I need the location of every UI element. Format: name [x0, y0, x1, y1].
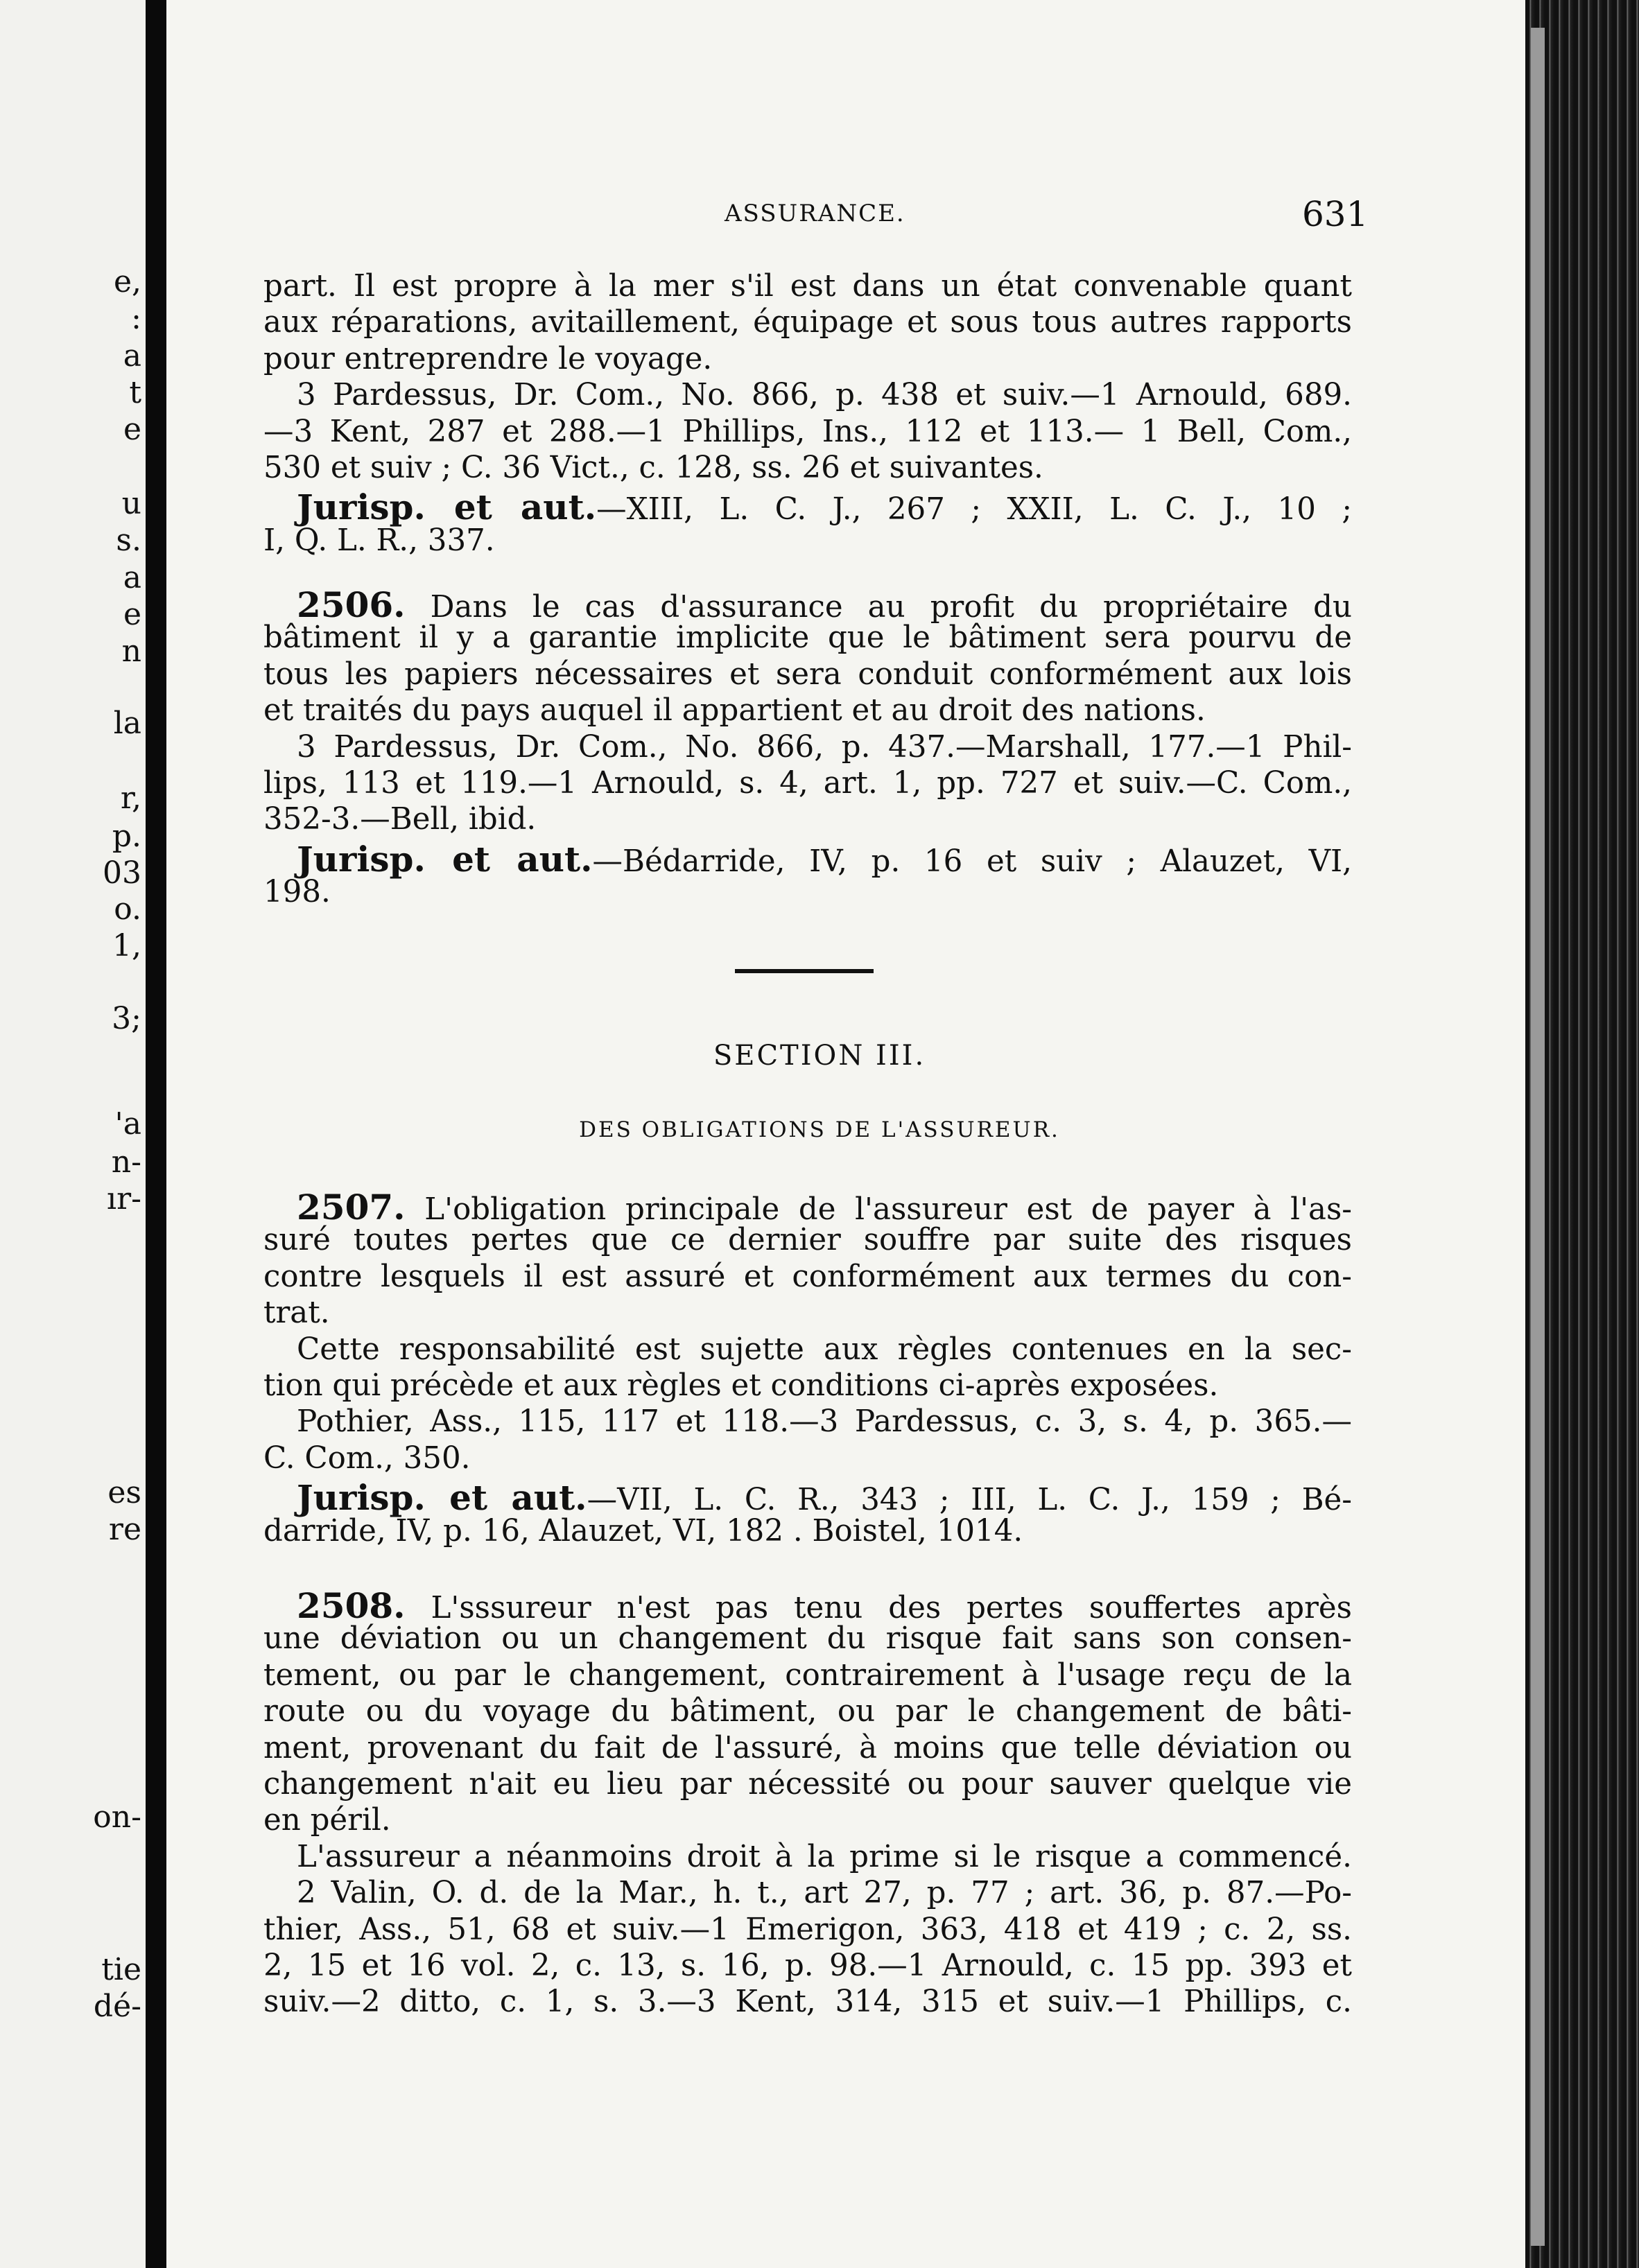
jurisprudence-line	[263, 487, 1353, 528]
jurisprudence-line	[263, 838, 1352, 880]
left-fragment: r,	[120, 780, 141, 816]
left-fragment: a	[123, 560, 141, 595]
article-2507	[263, 1187, 1352, 1550]
section-subtitle: DES OBLIGATIONS DE L'ASSUREUR.	[579, 1117, 1060, 1142]
left-fragment: e	[123, 597, 141, 632]
reference-line: Pothier, Ass., 115, 117 et 118.—3 Pardessus, c. 3, s. 4, p. 365.—	[297, 1404, 1352, 1440]
text-line: Cette responsabilité est sujette aux règles contenues en la sec-	[297, 1332, 1352, 1367]
reference-line: lips, 113 et 119.—1 Arnould, s. 4, art. 1, pp. 727 et suiv.—C. Com.,	[263, 765, 1352, 801]
text-line: trat.	[263, 1296, 330, 1331]
left-fragment: t	[129, 375, 141, 410]
jurisprudence-label: Jurisp. et aut.	[297, 487, 597, 528]
jurisprudence-label: Jurisp. et aut.	[297, 1477, 587, 1519]
jurisprudence-line: I, Q. L. R., 337.	[263, 523, 495, 558]
jurisprudence-line: 198.	[263, 875, 331, 910]
jurisprudence-text: —XIII, L. C. J., 267 ; XXII, L. C. J., 10 ;	[596, 492, 1353, 527]
jurisprudence-label: Jurisp. et aut.	[297, 838, 593, 880]
text-line: bâtiment il y a garantie implicite que le bâtiment sera pourvu de	[263, 620, 1352, 656]
left-fragment: tie	[101, 1952, 141, 1987]
text-line: L'assureur a néanmoins droit à la prime si le risque a commencé.	[297, 1839, 1352, 1874]
left-fragment: e	[123, 412, 141, 447]
left-fragment: re	[108, 1512, 141, 1547]
left-fragment: es	[107, 1475, 141, 1510]
reference-line: thier, Ass., 51, 68 et suiv.—1 Emerigon, 363, 418 et 419 ; c. 2, ss.	[263, 1912, 1352, 1947]
text-line: route ou du voyage du bâtiment, ou par le changement de bâti-	[263, 1694, 1352, 1729]
article-text: L'sssureur n'est pas tenu des pertes souffertes après	[431, 1591, 1352, 1625]
text-line: suré toutes pertes que ce dernier souffre par suite des risques	[263, 1223, 1352, 1258]
page-number: 631	[1302, 194, 1369, 234]
left-fragment: :	[131, 301, 141, 336]
left-fragment: n	[121, 634, 141, 669]
reference-line: 2 Valin, O. d. de la Mar., h. t., art 27, p. 77 ; art. 36, p. 87.—Po-	[297, 1876, 1352, 1911]
left-fragment: e,	[113, 264, 141, 299]
article-text: L'obligation principale de l'assureur est de payer à l'as-	[424, 1192, 1352, 1227]
reference-line: —3 Kent, 287 et 288.—1 Phillips, Ins., 112 et 113.— 1 Bell, Com.,	[263, 414, 1352, 449]
article-number: 2507.	[297, 1187, 406, 1228]
text-line: part. Il est propre à la mer s'il est dans un état convenable quant	[263, 269, 1352, 304]
left-fragment: s.	[116, 523, 141, 558]
text-line: et traités du pays auquel il appartient et au droit des nations.	[263, 693, 1206, 729]
left-fragment: o.	[114, 891, 141, 927]
jurisprudence-text: —VII, L. C. R., 343 ; III, L. C. J., 159 ; Bé-	[587, 1483, 1352, 1518]
section-divider	[735, 969, 874, 973]
article-2508	[263, 1585, 1352, 2021]
reference-line: 2, 15 et 16 vol. 2, c. 13, s. 16, p. 98.—1 Arnould, c. 15 pp. 393 et	[263, 1948, 1352, 1983]
section-title: SECTION III.	[713, 1040, 926, 1072]
left-fragment: ır-	[107, 1181, 141, 1216]
reference-line: 3 Pardessus, Dr. Com., No. 866, p. 437.—Marshall, 177.—1 Phil-	[297, 729, 1352, 765]
text-line: contre lesquels il est assuré et conformément aux termes du con-	[263, 1259, 1352, 1294]
reference-line: suiv.—2 ditto, c. 1, s. 3.—3 Kent, 314, 315 et suiv.—1 Phillips, c.	[263, 1984, 1352, 2020]
jurisprudence-text: —Bédarride, IV, p. 16 et suiv ; Alauzet, VI,	[592, 844, 1352, 879]
text-line: aux réparations, avitaillement, équipage et sous tous autres rapports	[263, 305, 1352, 340]
text-line: tous les papiers nécessaires et sera conduit conformément aux lois	[263, 656, 1352, 692]
left-fragment: 03	[103, 855, 141, 891]
text-line	[263, 584, 1352, 625]
reference-line: 530 et suiv ; C. 36 Vict., c. 128, ss. 26 et suivantes.	[263, 450, 1043, 485]
jurisprudence-line: darride, IV, p. 16, Alauzet, VI, 182 . Boistel, 1014.	[263, 1513, 1023, 1549]
jurisprudence-line	[263, 1477, 1352, 1519]
left-fragment: p.	[112, 819, 141, 854]
left-fragment: la	[113, 706, 141, 741]
reference-line: 352-3.—Bell, ibid.	[263, 802, 537, 837]
left-fragment: u	[121, 486, 141, 521]
article-number: 2508.	[297, 1585, 406, 1626]
article-2506	[263, 584, 1352, 911]
reference-line: 3 Pardessus, Dr. Com., No. 866, p. 438 et suiv.—1 Arnould, 689.	[297, 378, 1352, 413]
running-head: ASSURANCE.	[725, 200, 905, 227]
article-text: Dans le cas d'assurance au profit du propriétaire du	[430, 590, 1352, 625]
text-line: en péril.	[263, 1803, 391, 1838]
left-fragment: 3;	[112, 1001, 141, 1036]
paragraph-intro	[263, 269, 1352, 559]
left-fragment: a	[123, 338, 141, 374]
text-line: tion qui précède et aux règles et conditions ci-après exposées.	[263, 1368, 1219, 1403]
text-line	[263, 1585, 1352, 1626]
text-line: tement, ou par le changement, contrairement à l'usage reçu de la	[263, 1657, 1352, 1693]
text-line	[263, 1187, 1352, 1228]
left-fragment: 'a	[114, 1106, 141, 1142]
left-fragment: dé-	[93, 1989, 141, 2024]
left-fragment: on-	[93, 1799, 141, 1835]
text-line: ment, provenant du fait de l'assuré, à moins que telle déviation ou	[263, 1730, 1352, 1765]
left-fragment: n-	[111, 1144, 141, 1180]
article-number: 2506.	[297, 584, 406, 625]
text-line: une déviation ou un changement du risque fait sans son consen-	[263, 1621, 1352, 1657]
text-line: pour entreprendre le voyage.	[263, 341, 713, 376]
reference-line: C. Com., 350.	[263, 1440, 471, 1476]
left-fragment: 1,	[112, 928, 141, 963]
text-line: changement n'ait eu lieu par nécessité ou pour sauver quelque vie	[263, 1766, 1352, 1802]
